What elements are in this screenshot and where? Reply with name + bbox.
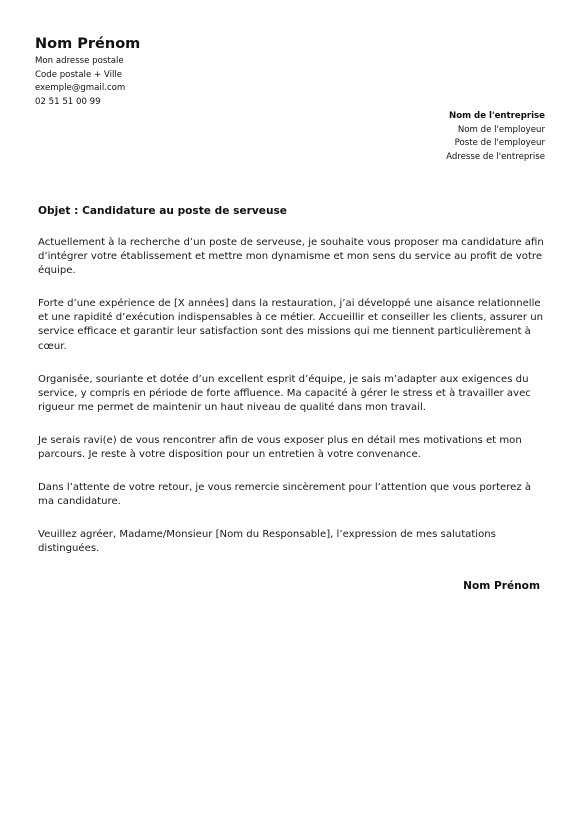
sender-block (35, 35, 335, 109)
body-paragraph-intro: Actuellement à la recherche d’un poste de serveuse, je souhaite vous proposer ma candidature afin d’intégrer votre établissement et mettre mon dynamisme et mon sens du service au profit de votre équipe. (38, 237, 544, 277)
sender-address: Mon adresse postale (35, 56, 124, 66)
recipient-block (295, 110, 545, 164)
body-paragraph-qualities: Organisée, souriante et dotée d’un excellent esprit d’équipe, je sais m’adapter aux exigences du service, y compris en période de forte affluence. Ma capacité à gérer le stress et à travailler avec rigueur me permet de maintenir un haut niveau de qualité dans mon travail. (38, 373, 531, 413)
signature-name: Nom Prénom (463, 580, 540, 592)
recipient-company-address: Adresse de l'entreprise (446, 151, 545, 162)
sender-email: exemple@gmail.com (35, 83, 126, 94)
recipient-company: Nom de l'entreprise (449, 111, 545, 121)
sender-postal-city: Code postale + Ville (35, 69, 123, 80)
sender-phone: 02 51 51 00 99 (35, 96, 101, 107)
body-paragraph-experience: Forte d’une expérience de [X années] dans la restauration, j’ai développé une aisance relationnelle et une rapidité d’exécution indispensables à ce métier. Accueillir et conseiller les clients, assurer un service efficace et garantir leur satisfaction sont des missions qui me tiennent particulièrement à cœur. (38, 298, 544, 352)
body-paragraph-interview: Je serais ravi(e) de vous rencontrer afin de vous exposer plus en détail mes motivations et mon parcours. Je reste à votre disposition pour un entretien à votre convenance. (38, 434, 522, 461)
recipient-employer-name: Nom de l'employeur (457, 124, 545, 135)
letter-body (38, 236, 544, 576)
letter-subject: Objet : Candidature au poste de serveuse (38, 205, 287, 217)
recipient-employer-position: Poste de l'employeur (454, 138, 545, 149)
sender-name: Nom Prénom (35, 36, 141, 52)
body-paragraph-closing: Veuillez agréer, Madame/Monsieur [Nom du Responsable], l’expression de mes salutations distinguées. (38, 529, 496, 555)
body-paragraph-thanks: Dans l’attente de votre retour, je vous remercie sincèrement pour l’attention que vous porterez à ma candidature. (38, 482, 532, 508)
